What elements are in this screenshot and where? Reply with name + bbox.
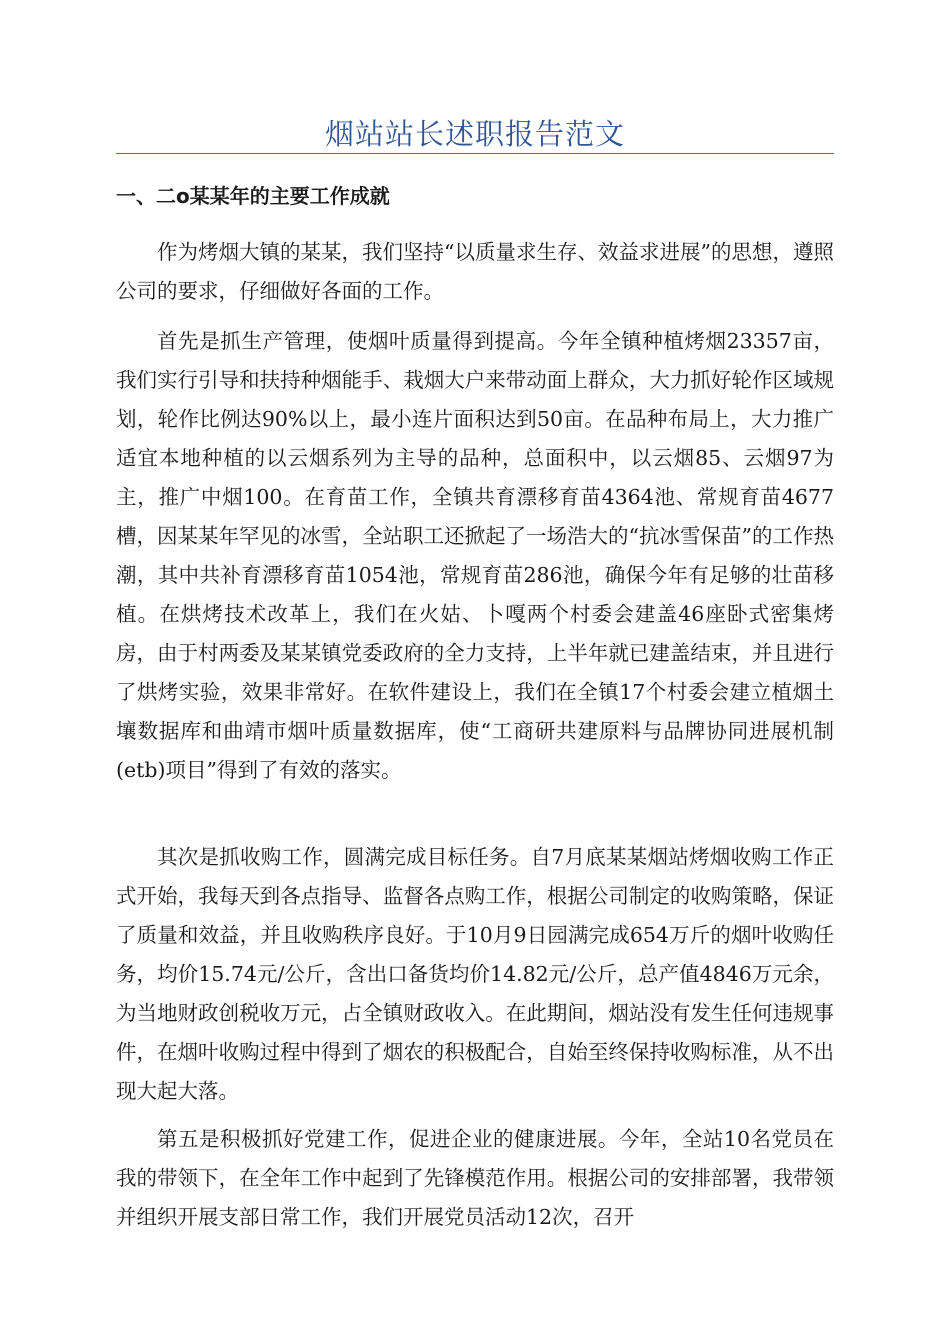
document-title: 烟站站长述职报告范文 <box>324 117 625 151</box>
section-heading: 一、二o某某年的主要工作成就 <box>116 184 390 208</box>
body-paragraph-4: 第五是积极抓好党建工作，促进企业的健康进展。今年，全站10名党员在我的带领下，在全年工作中起到了先锋模范作用。根据公司的安排部署，我带领并组织开展支部日常工作，我们开展党员活动12次，召开 <box>116 1127 834 1229</box>
body-paragraph-1: 作为烤烟大镇的某某，我们坚持“以质量求生存、效益求进展”的思想，遵照公司的要求，仔细做好各面的工作。 <box>116 240 834 303</box>
body-paragraph-2: 首先是抓生产管理，使烟叶质量得到提高。今年全镇种植烤烟23357亩，我们实行引导和扶持种烟能手、栽烟大户来带动面上群众，大力抓好轮作区域规划，轮作比例达90%以上，最小连片面积达到50亩。在品种布局上，大力推广适宜本地种植的以云烟系列为主导的品种，总面积中，以云烟85、云烟97为主，推广中烟100。在育苗工作，全镇共育漂移育苗4364池、常规育苗4677槽，因某某年罕见的冰雪，全站职工还掀起了一场浩大的“抗冰雪保苗”的工作热潮，其中共补育漂移育苗1054池，常规育苗286池，确保今年有足够的壮苗移植。在烘烤技术改革上，我们在火姑、卜嘎两个村委会建盖46座卧式密集烤房，由于村两委及某某镇党委政府的全力支持，上半年就已建盖结束，并且进行了烘烤实验，效果非常好。在软件建设上，我们在全镇17个村委会建立植烟土壤数据库和曲靖市烟叶质量数据库，使“工商研共建原料与品牌协同进展机制(etb)项目”得到了有效的落实。 <box>116 329 834 782</box>
title-underline-rule <box>116 153 834 154</box>
body-paragraph-3: 其次是抓收购工作，圆满完成目标任务。自7月底某某烟站烤烟收购工作正式开始，我每天到各点指导、监督各点购工作，根据公司制定的收购策略，保证了质量和效益，并且收购秩序良好。于10月9日园满完成654万斤的烟叶收购任务，均价15.74元/公斤，含出口备货均价14.82元/公斤，总产值4846万元余，为当地财政创税收万元，占全镇财政收入。在此期间，烟站没有发生任何违规事件，在烟叶收购过程中得到了烟农的积极配合，自始至终保持收购标准，从不出现大起大落。 <box>116 845 834 1103</box>
